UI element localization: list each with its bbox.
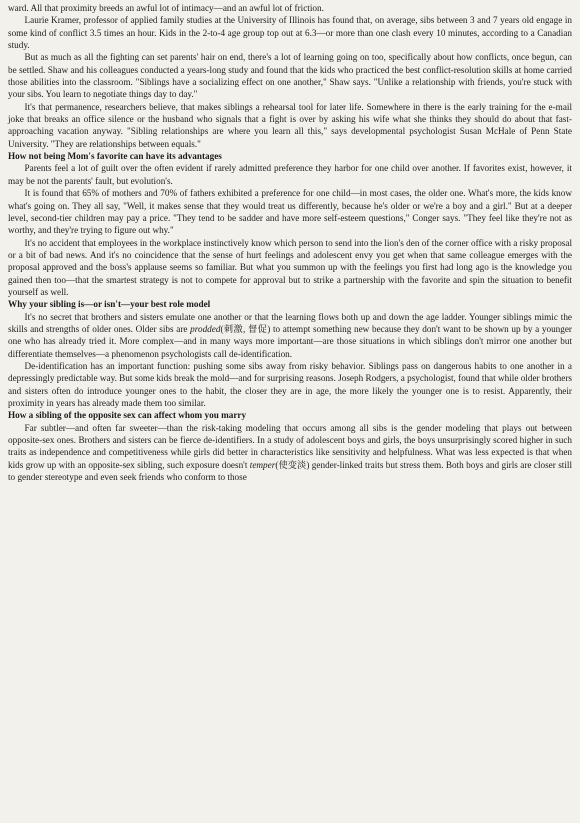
paragraph-text: (使变淡) gender-linked traits but stress them. Both boys and girls are closer still to gender stereotype and even seek friends who conform to those	[8, 459, 572, 483]
paragraph: It's no accident that employees in the workplace instinctively know which person to send into the lion's den of the corner office with a risky proposal or a bit of bad news. And it's no coincidence that the sense of hurt feelings and adolescent envy you get when that same colleague emerges with the proposal approved and the boss's applause seems so familiar. But what you summon up with the feelings you first had long ago is the knowledge you gained then too—that the smartest strategy is not to compete for approval but to strike a partnership with the favorite and spin the situation to benefit yourself as well.	[8, 237, 572, 297]
paragraph: It is found that 65% of mothers and 70% of fathers exhibited a preference for one child—in most cases, the older one. What's more, the kids know what's going on. They all say, "Well, it makes sense that they would treat us differently, because he's older or we're a boy and a girl." But at a deeper level, second-tier children may pay a price. "They tend to be sadder and have more self-esteem questions," Conger says. "They feel like they're not as worthy, and they're trying to figure out why."	[8, 188, 572, 236]
paragraph: ward. All that proximity breeds an awful lot of intimacy—and an awful lot of friction.	[8, 3, 324, 13]
section-heading: How not being Mom's favorite can have its advantages	[8, 151, 222, 162]
paragraph: It's that permanence, researchers believe, that makes siblings a rehearsal tool for later life. Somewhere in there is the early training for the e-mail joke that breaks an office silence or the husband who signals that a fight is over by asking his wife what she thinks they should do about that fast-approaching vacation anyway. "Sibling relationships are where you learn all this," says developmental psychologist Susan McHale of Penn State University. "They are relationships between equals."	[8, 101, 572, 149]
section-heading: How a sibling of the opposite sex can affect whom you marry	[8, 410, 247, 421]
paragraph-text: (刺激, 督促) to attempt something new because they don't want to be shown up by a younger one who has already tried it. More complex—and in many ways more important—are those situations in which siblings don't mirror one another but differentiate themselves—a phenomenon psychologists call de-identification.	[8, 323, 572, 359]
italic-word: temper	[249, 459, 276, 470]
paragraph	[8, 311, 572, 360]
section-heading: Why your sibling is—or isn't—your best role model	[8, 299, 211, 310]
paragraph: Laurie Kramer, professor of applied family studies at the University of Illinois has found that, on average, sibs between 3 and 7 years old engage in some kind of conflict 3.5 times an hour. Kids in the 2-to-4 age group top out at 6.3—or more than one clash every 10 minutes, according to a Canadian study.	[8, 15, 572, 51]
paragraph-text: It's no secret that brothers and sisters emulate one another or that the learning flows both up and down the age ladder. Younger siblings mimic the skills and strengths of older ones. Older sibs are	[8, 311, 572, 334]
paragraph	[8, 422, 572, 484]
paragraph-text: Far subtler—and often far sweeter—than the risk-taking modeling that occurs among all sibs is the gender modeling that plays out between opposite-sex ones. Brothers and sisters can be fierce de-identifiers. In a study of adolescent boys and girls, the boys unsurprisingly scored higher in such traits as independence and competitiveness while girls did better in characteristics like sensitivity and helpfulness. What was less expected is that when kids grow up with an opposite-sex sibling, such exposure doesn't	[8, 422, 572, 470]
paragraph: But as much as all the fighting can set parents' hair on end, there's a lot of learning going on too, specifically about how conflicts, once begun, can be settled. Shaw and his colleagues conducted a years-long study and found that the kids who practiced the best conflict-resolution skills at home carried those abilities into the classroom. "Siblings have a socializing effect on one another," Shaw says. "Unlike a relationship with friends, you're stuck with your sibs. You learn to negotiate things day to day."	[8, 52, 572, 100]
paragraph: Parents feel a lot of guilt over the often evident if rarely admitted preference they harbor for one child over another. If favorites exist, however, it may be not the parents' fault, but evolution's.	[8, 163, 572, 186]
italic-word: prodded	[190, 323, 221, 334]
paragraph: De-identification has an important function: pushing some sibs away from risky behavior. Siblings pass on dangerous habits to one another in a depressingly predictable way. But some kids break the mold—and for surprising reasons. Joseph Rodgers, a psychologist, found that while older brothers and sisters often do introduce younger ones to the habit, the closer they are in age, the more likely the younger one is to resist. Apparently, their proximity in years has already made them too similar.	[8, 360, 572, 408]
